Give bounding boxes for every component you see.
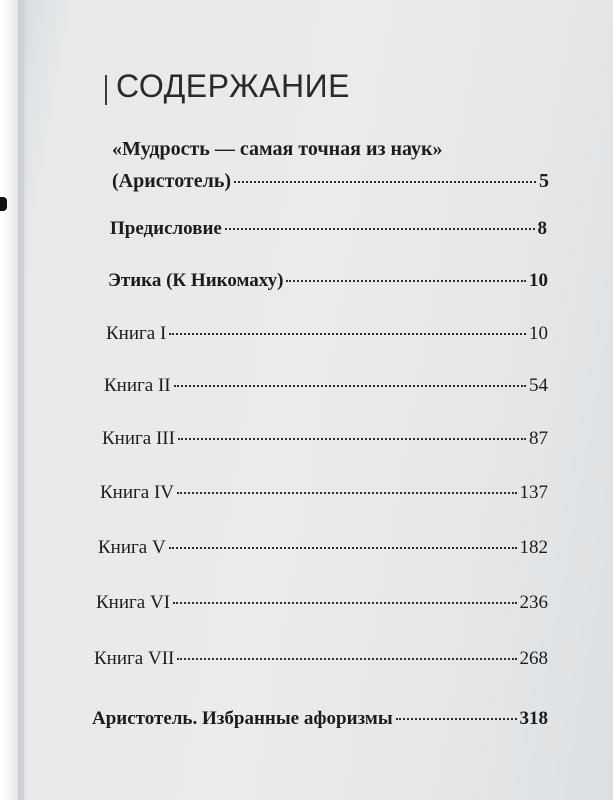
toc-entry-page: 87 bbox=[529, 428, 548, 449]
page-title: СОДЕРЖАНИЕ bbox=[116, 68, 350, 104]
toc-entry-page: 5 bbox=[539, 170, 549, 192]
toc-entry-page: 236 bbox=[519, 592, 548, 613]
toc-entry-page: 318 bbox=[519, 708, 548, 729]
toc-entry-page: 54 bbox=[529, 375, 548, 396]
toc-entry bbox=[110, 218, 547, 240]
dot-leader bbox=[286, 280, 526, 282]
dot-leader bbox=[178, 438, 526, 440]
dot-leader bbox=[177, 492, 516, 494]
toc-entry bbox=[102, 428, 548, 450]
toc-entry-title: Книга VII bbox=[94, 648, 175, 669]
toc-entry bbox=[96, 592, 548, 614]
toc-entry bbox=[104, 375, 548, 397]
toc-entry-page: 182 bbox=[519, 537, 548, 558]
toc-entry bbox=[94, 648, 548, 670]
toc-entry bbox=[100, 482, 548, 504]
toc-entry-title: Предисловие bbox=[110, 218, 222, 239]
toc-entry-title: Книга I bbox=[106, 323, 167, 344]
dot-leader bbox=[225, 228, 535, 230]
toc-entry bbox=[112, 170, 549, 193]
toc-entry bbox=[98, 537, 548, 559]
dot-leader bbox=[174, 385, 526, 387]
toc-entry bbox=[108, 270, 548, 292]
toc-entry-title: Книга V bbox=[98, 537, 166, 558]
toc-entry-line1: «Мудрость — самая точная из наук» bbox=[112, 138, 443, 160]
toc-entry-page: 10 bbox=[529, 270, 548, 291]
toc-entry-title: Книга III bbox=[102, 428, 175, 449]
toc-entry-title: (Аристотель) bbox=[112, 170, 232, 192]
toc-entry-page: 8 bbox=[537, 218, 547, 239]
toc-entry-title: Книга IV bbox=[100, 482, 175, 503]
toc-entry-title: Книга II bbox=[104, 375, 171, 396]
dot-leader bbox=[177, 658, 516, 660]
dot-leader bbox=[169, 547, 517, 549]
toc-entry-page: 10 bbox=[529, 323, 548, 344]
dot-leader bbox=[396, 718, 517, 720]
dot-leader bbox=[169, 333, 526, 335]
toc-entry-page: 137 bbox=[519, 482, 548, 503]
dot-leader bbox=[234, 181, 536, 183]
toc-entry-title: Этика (К Никомаху) bbox=[108, 270, 284, 291]
dot-leader bbox=[173, 602, 516, 604]
toc-entry-page: 268 bbox=[519, 648, 548, 669]
toc-entry-title: Аристотель. Избранные афоризмы bbox=[92, 708, 393, 729]
toc-entry-title: Книга VI bbox=[96, 592, 171, 613]
toc-entry bbox=[92, 708, 548, 730]
toc-entry bbox=[106, 323, 548, 345]
